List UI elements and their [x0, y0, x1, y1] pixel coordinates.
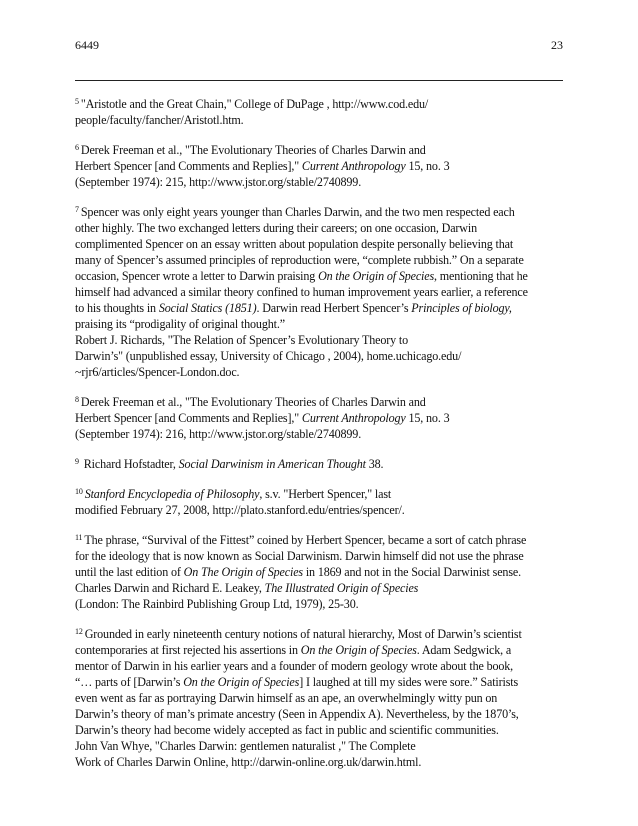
italic-title: Current Anthropology: [301, 159, 406, 173]
footnote-text: many of Spencer’s assumed principles of reproduction were, “complete rubbish.” On a separate: [75, 253, 524, 267]
footnote-text: Darwin’s" (unpublished essay, University of Chicago , 2004), home.uchicago.edu/: [75, 349, 462, 363]
footnote-line: [75, 738, 570, 754]
footnote-text: praising its “prodigality of original thought.”: [75, 317, 285, 331]
footnote-line: [75, 548, 570, 564]
italic-title: On the Origin of Species: [318, 269, 435, 283]
footnote-line: [75, 252, 570, 268]
footnote-line: [75, 142, 570, 158]
footnote-text: Grounded in early nineteenth century notions of natural hierarchy, Most of Darwin’s scientist: [84, 627, 522, 641]
footnote-text: complimented Spencer on an essay written about population despite personally believing that: [75, 237, 514, 251]
header-rule: [75, 80, 563, 81]
footnote-11: [75, 532, 570, 612]
footnote-text: ] I laughed at till my sides were sore.” Satirists: [299, 675, 519, 689]
footnote-line: [75, 456, 570, 472]
italic-title: On the Origin of Species: [183, 675, 300, 689]
footnote-text: 15, no. 3: [405, 159, 450, 173]
page-number: 23: [551, 38, 563, 52]
footnote-line: [75, 96, 570, 112]
footnote-text: Derek Freeman et al., "The Evolutionary Theories of Charles Darwin and: [80, 143, 426, 157]
footnote-line: [75, 268, 570, 284]
footnote-line: [75, 564, 570, 580]
footnote-7: [75, 204, 570, 380]
footnote-text: Herbert Spencer [and Comments and Replies],": [75, 159, 302, 173]
footnote-line: [75, 284, 570, 300]
footnote-marker: 8: [75, 395, 79, 404]
footnote-text: , s.v. "Herbert Spencer," last: [259, 487, 392, 501]
footnote-text: in 1869 and not in the Social Darwinist sense.: [302, 565, 521, 579]
footnote-text: Work of Charles Darwin Online, http://darwin-online.org.uk/darwin.html.: [75, 755, 422, 769]
footnote-text: people/faculty/fancher/Aristotl.htm.: [75, 113, 244, 127]
footnote-line: [75, 236, 570, 252]
footnote-text: Spencer was only eight years younger than Charles Darwin, and the two men respected each: [80, 205, 515, 219]
footnote-text: until the last edition of: [75, 565, 184, 579]
footnote-line: [75, 316, 570, 332]
footnote-line: [75, 332, 570, 348]
footnote-text: The phrase, “Survival of the Fittest” coined by Herbert Spencer, became a sort of catch phrase: [84, 533, 527, 547]
footnote-5: [75, 96, 570, 128]
footnote-text: modified February 27, 2008, http://plato.stanford.edu/entries/spencer/.: [75, 503, 405, 517]
footnote-text: Derek Freeman et al., "The Evolutionary Theories of Charles Darwin and: [80, 395, 426, 409]
italic-title: On the Origin of Species: [300, 643, 417, 657]
footnote-text: "Aristotle and the Great Chain," College of DuPage , http://www.cod.edu/: [80, 97, 429, 111]
footnote-text: Herbert Spencer [and Comments and Replies],": [75, 411, 302, 425]
italic-title: On The Origin of Species: [183, 565, 303, 579]
footnote-line: [75, 174, 570, 190]
footnote-marker: 7: [75, 205, 79, 214]
footnote-text: (September 1974): 215, http://www.jstor.org/stable/2740899.: [75, 175, 362, 189]
footnote-text: 15, no. 3: [405, 411, 450, 425]
footnote-marker: 5: [75, 97, 79, 106]
footnote-text: . Adam Sedgwick, a: [416, 643, 512, 657]
footnote-text: John Van Whye, "Charles Darwin: gentlemen naturalist ," The Complete: [75, 739, 416, 753]
footnote-line: [75, 532, 570, 548]
footnote-line: [75, 364, 570, 380]
footnote-line: [75, 626, 570, 642]
footnote-line: [75, 580, 570, 596]
footnote-line: [75, 300, 570, 316]
footnote-marker: 10: [75, 487, 83, 496]
footnote-text: Robert J. Richards, "The Relation of Spencer’s Evolutionary Theory to: [75, 333, 409, 347]
footnote-text: himself had advanced a similar theory confined to human improvement years earlier, a reference: [75, 285, 528, 299]
footnote-line: [75, 426, 570, 442]
footnote-text: contemporaries at first rejected his assertions in: [75, 643, 301, 657]
footnote-text: , mentioning that he: [434, 269, 528, 283]
footnote-line: [75, 706, 570, 722]
footnote-line: [75, 112, 570, 128]
footnote-text: Darwin’s theory had become widely accepted as fact in public and scientific communities.: [75, 723, 499, 737]
italic-title: Stanford Encyclopedia of Philosophy: [84, 487, 260, 501]
footnote-line: [75, 642, 570, 658]
footnote-text: other highly. The two exchanged letters during their careers; on one occasion, Darwin: [75, 221, 477, 235]
footnote-6: [75, 142, 570, 190]
footnote-line: [75, 204, 570, 220]
footnote-text: (September 1974): 216, http://www.jstor.org/stable/2740899.: [75, 427, 362, 441]
footnote-marker: 6: [75, 143, 79, 152]
footnote-line: [75, 410, 570, 426]
footnote-line: [75, 658, 570, 674]
footnote-8: [75, 394, 570, 442]
footnote-line: [75, 674, 570, 690]
footnote-line: [75, 754, 570, 770]
footnote-text: ~rjr6/articles/Spencer-London.doc.: [75, 365, 240, 379]
footnote-text: Darwin’s theory of man’s primate ancestry (Seen in Appendix A). Nevertheless, by the 1870’s,: [75, 707, 519, 721]
footnote-text: to his thoughts in: [75, 301, 159, 315]
footnote-text: Richard Hofstadter,: [80, 457, 179, 471]
footnote-marker: 12: [75, 627, 83, 636]
footnote-text: for the ideology that is now known as Social Darwinism. Darwin himself did not use the phrase: [75, 549, 524, 563]
footnote-12: [75, 626, 570, 770]
document-number: 6449: [75, 38, 99, 52]
footnote-marker: 9: [75, 457, 79, 466]
footnotes-section: [75, 96, 570, 784]
italic-title: The Illustrated Origin of Species: [264, 581, 419, 595]
footnote-text: (London: The Rainbird Publishing Group Ltd, 1979), 25-30.: [75, 597, 359, 611]
footnote-line: [75, 348, 570, 364]
footnote-text: mentor of Darwin in his earlier years and a founder of modern geology wrote about the book,: [75, 659, 514, 673]
footnote-line: [75, 158, 570, 174]
footnote-9: [75, 456, 570, 472]
footnote-text: even went as far as portraying Darwin himself as an ape, an overwhelmingly witty pun on: [75, 691, 498, 705]
footnote-line: [75, 690, 570, 706]
footnote-line: [75, 486, 570, 502]
footnote-text: “… parts of [Darwin’s: [75, 675, 184, 689]
italic-title: Social Statics (1851): [158, 301, 257, 315]
italic-title: Current Anthropology: [301, 411, 406, 425]
footnote-marker: 11: [75, 533, 83, 542]
footnote-line: [75, 596, 570, 612]
footnote-line: [75, 220, 570, 236]
footnote-10: [75, 486, 570, 518]
italic-title: Social Darwinism in American Thought: [178, 457, 366, 471]
footnote-line: [75, 722, 570, 738]
footnote-text: occasion, Spencer wrote a letter to Darwin praising: [75, 269, 319, 283]
footnote-text: 38.: [365, 457, 384, 471]
footnote-text: . Darwin read Herbert Spencer’s: [256, 301, 412, 315]
italic-title: Principles of biology,: [411, 301, 512, 315]
footnote-line: [75, 394, 570, 410]
footnote-line: [75, 502, 570, 518]
footnote-text: Charles Darwin and Richard E. Leakey,: [75, 581, 265, 595]
